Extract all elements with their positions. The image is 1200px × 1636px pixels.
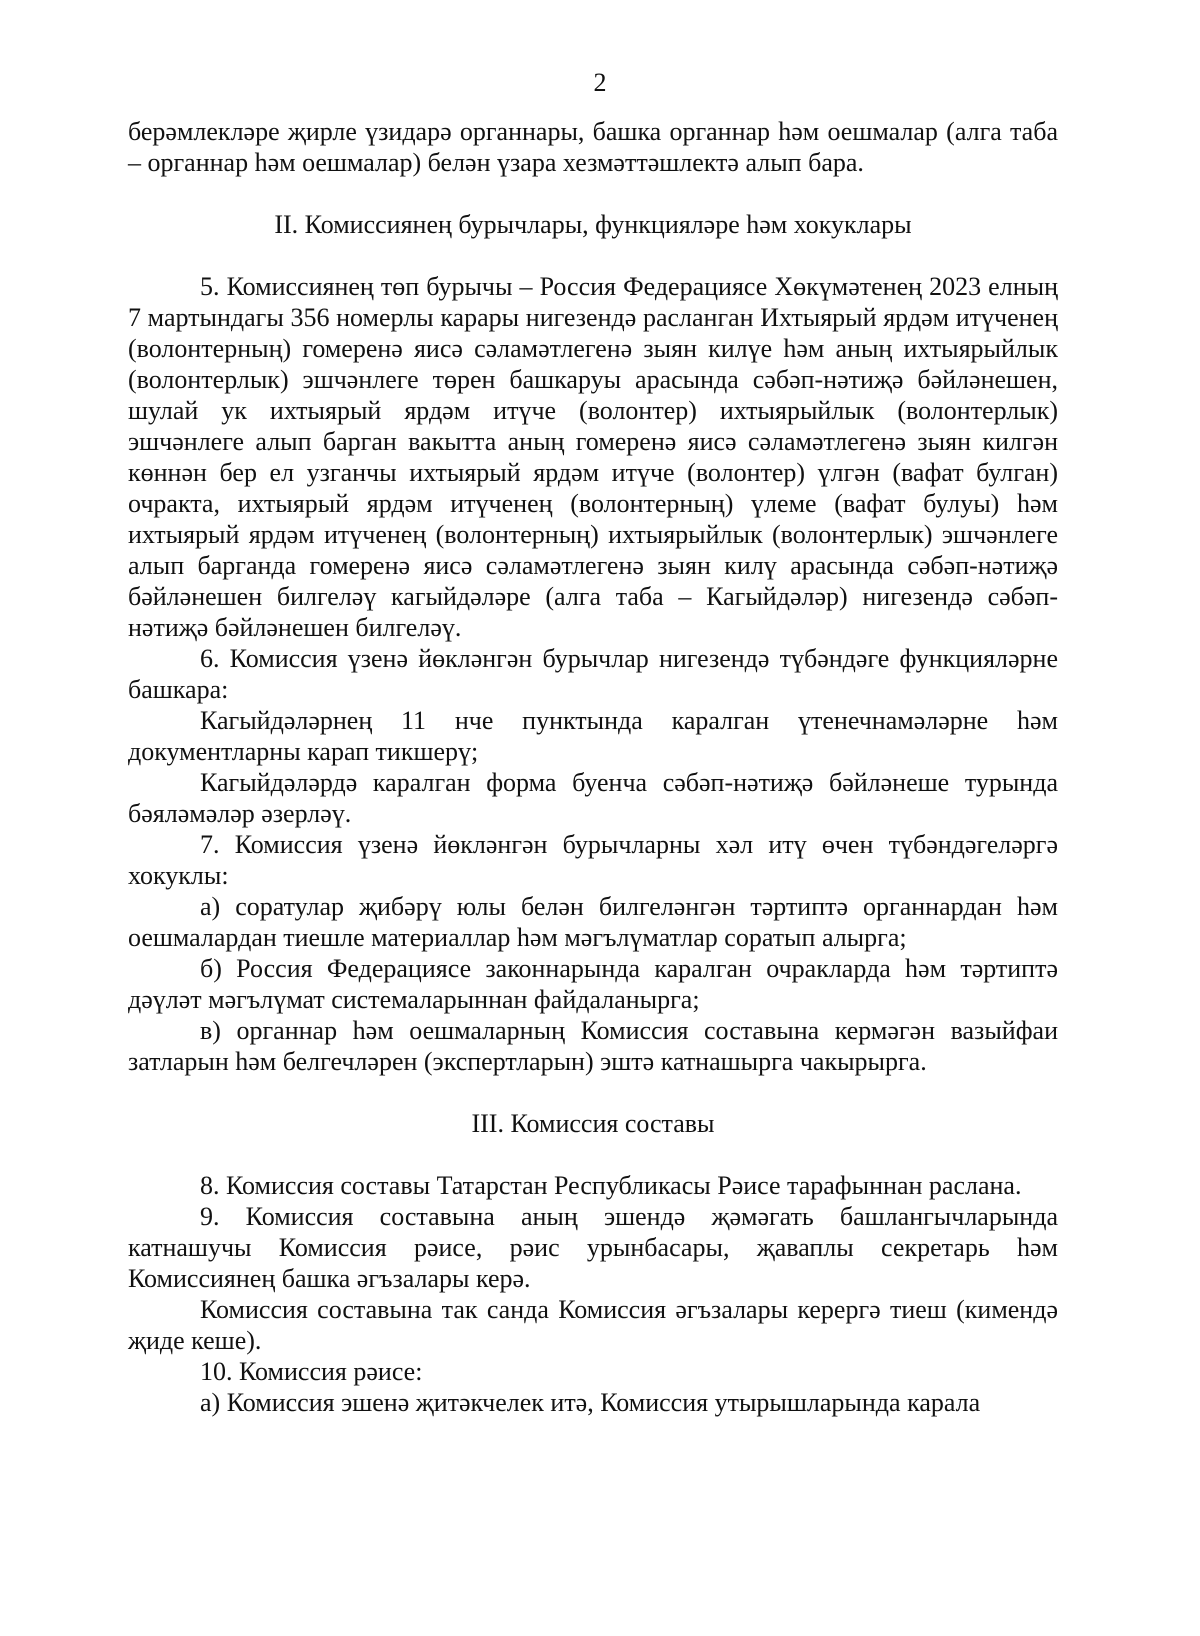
section-heading-2: II. Комиссиянең бурычлары, функцияләре һәм хокуклары (274, 210, 912, 239)
document-body (128, 116, 1058, 1418)
paragraph-7-item-v: в) органнар һәм оешмаларның Комиссия составына кермәгән вазыйфаи затларын һәм белгечләрен (экспертларын) эштә катнашырга чакырырга. (128, 1016, 1058, 1076)
paragraph-9: 9. Комиссия составына аның эшендә җәмәгать башлангычларында катнашучы Комиссия рәисе, рәис урынбасары, җаваплы секретарь һәм Комиссиянең башка әгъзалары керә. (128, 1202, 1058, 1293)
paragraph-8: 8. Комиссия составы Татарстан Республикасы Рәисе тарафыннан раслана. (200, 1171, 1022, 1200)
paragraph-10-item-a: а) Комиссия эшенә җитәкчелек итә, Комиссия утырышларында карала (200, 1388, 981, 1417)
paragraph-6-item-2: Кагыйдәләрдә каралган форма буенча сәбәп-нәтиҗә бәйләнеше турында бәяләмәләр әзерләү. (128, 768, 1058, 828)
paragraph-7-item-a: а) соратулар җибәрү юлы белән билгеләнгән тәртиптә органнардан һәм оешмалардан тиешле материаллар һәм мәгълүматлар соратып алырга; (128, 892, 1058, 952)
paragraph-9-cont: Комиссия составына так санда Комиссия әгъзалары керергә тиеш (кимендә җиде кеше). (128, 1295, 1058, 1355)
paragraph-10: 10. Комиссия рәисе: (200, 1357, 423, 1386)
paragraph-7: 7. Комиссия үзенә йөкләнгән бурычларны хәл итү өчен түбәндәгеләргә хокуклы: (128, 830, 1058, 890)
paragraph-continuation: берәмлекләре җирле үзидарә органнары, башка органнар һәм оешмалар (алга таба – органнар һәм оешмалар) белән үзара хезмәттәшлектә алып бара. (128, 117, 1058, 177)
paragraph-7-item-b: б) Россия Федерациясе законнарында каралган очракларда һәм тәртиптә дәүләт мәгълүмат системаларыннан файдаланырга; (128, 954, 1058, 1014)
paragraph-6: 6. Комиссия үзенә йөкләнгән бурычлар нигезендә түбәндәге функцияләрне башкара: (128, 644, 1058, 704)
paragraph-5: 5. Комиссиянең төп бурычы – Россия Федерациясе Хөкүмәтенең 2023 елның 7 мартындагы 356 номерлы карары нигезендә расланган Ихтыярый ярдәм итүченең (волонтерның) гомеренә яисә сәламәтлегенә зыян килүе һәм аның ихтыярыйлык (волонтерлык) эшчәнлеге төрен башкаруы арасында сәбәп-нәтиҗә бәйләнешен, шулай ук ихтыярый ярдәм итүче (волонтер) ихтыярыйлык (волонтерлык) эшчәнлеге алып барган вакытта аның гомеренә яисә сәламәтлегенә зыян килгән көннән бер ел узганчы ихтыярый ярдәм итүче (волонтер) үлгән (вафат булган) очракта, ихтыярый ярдәм итүченең (волонтерның) үлеме (вафат булуы) һәм ихтыярый ярдәм итүченең (волонтерның) ихтыярыйлык (волонтерлык) эшчәнлеге алып барганда гомеренә яисә сәламәтлегенә зыян килү арасында сәбәп-нәтиҗә бәйләнешен билгеләү кагыйдәләре (алга таба – Кагыйдәләр) нигезендә сәбәп-нәтиҗә бәйләнешен билгеләү. (128, 272, 1058, 642)
section-heading-3: III. Комиссия составы (471, 1109, 715, 1138)
paragraph-6-item-1: Кагыйдәләрнең 11 нче пунктында каралган үтенечнамәләрне һәм документларны карап тикшерү; (128, 706, 1058, 766)
page-number: 2 (593, 68, 607, 97)
